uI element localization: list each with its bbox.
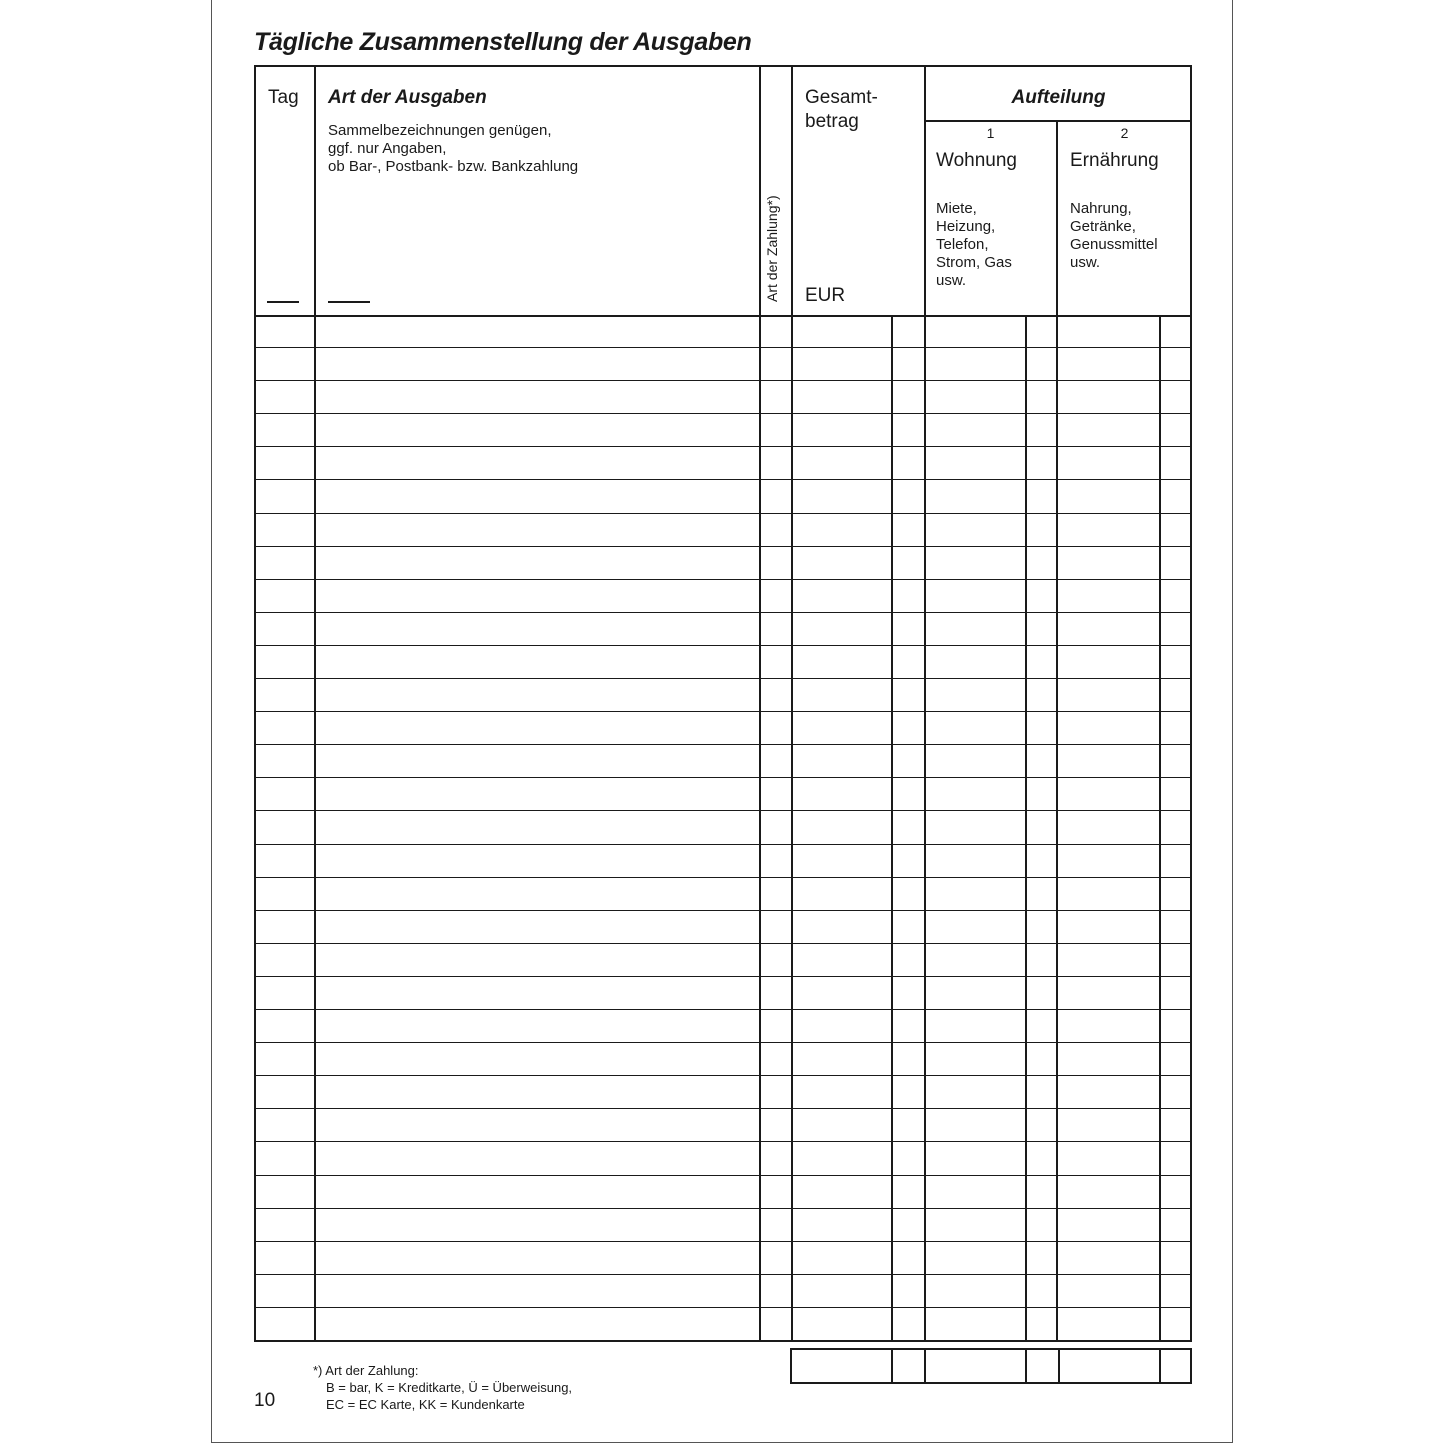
col-ernaehrung-hint-1: Nahrung,: [1070, 200, 1132, 217]
totals-box: [790, 1348, 1192, 1384]
col-ernaehrung-hint-3: Genussmittel: [1070, 236, 1158, 253]
table-row[interactable]: [254, 845, 1192, 878]
col-ernaehrung-hint-2: Getränke,: [1070, 218, 1136, 235]
table-row[interactable]: [254, 1275, 1192, 1308]
col-wohnung-hint-2: Heizung,: [936, 218, 996, 235]
totals-line-1: [891, 1348, 893, 1384]
table-row[interactable]: [254, 414, 1192, 447]
totals-line-5: [1159, 1348, 1161, 1384]
table-row[interactable]: [254, 348, 1192, 381]
table-row[interactable]: [254, 745, 1192, 778]
totals-line-2: [924, 1348, 926, 1384]
table-row[interactable]: [254, 315, 1192, 348]
col-wohnung-hint-4: Strom, Gas: [936, 254, 1012, 271]
table-row[interactable]: [254, 480, 1192, 513]
col-wohnung-number: 1: [986, 125, 995, 141]
footnote-line-1: *) Art der Zahlung:: [313, 1363, 419, 1378]
col-gesamt-unit: EUR: [805, 285, 846, 306]
col-wohnung-hint-1: Miete,: [936, 200, 977, 217]
aufteilung-divider: [925, 120, 1192, 122]
col-ernaehrung-label: Ernährung: [1070, 150, 1159, 171]
table-row[interactable]: [254, 1209, 1192, 1242]
col-art-label: Art der Ausgaben: [328, 87, 487, 108]
col-gesamt-label-1: Gesamt-: [805, 87, 878, 108]
totals-line-3: [1025, 1348, 1027, 1384]
col-art-hint-3: ob Bar-, Postbank- bzw. Bankzahlung: [328, 158, 579, 175]
table-row[interactable]: [254, 580, 1192, 613]
table-row[interactable]: [254, 1242, 1192, 1275]
col-zahlung-label: Art der Zahlung*): [764, 195, 780, 302]
table-row[interactable]: [254, 613, 1192, 646]
col-art-hint-2: ggf. nur Angaben,: [328, 140, 447, 157]
table-row[interactable]: [254, 1076, 1192, 1109]
table-row[interactable]: [254, 447, 1192, 480]
table-row[interactable]: [254, 1142, 1192, 1175]
table-row[interactable]: [254, 878, 1192, 911]
table-row[interactable]: [254, 778, 1192, 811]
table-row[interactable]: [254, 1043, 1192, 1076]
table-row[interactable]: [254, 1010, 1192, 1043]
table-row[interactable]: [254, 977, 1192, 1010]
table-row[interactable]: [254, 811, 1192, 844]
table-row[interactable]: [254, 712, 1192, 745]
col-tag-label: Tag: [268, 87, 299, 108]
footnote-line-2: B = bar, K = Kreditkarte, Ü = Überweisung,: [326, 1380, 573, 1395]
footnote-line-3: EC = EC Karte, KK = Kundenkarte: [326, 1397, 525, 1412]
table-row[interactable]: [254, 514, 1192, 547]
col-aufteilung-label: Aufteilung: [1011, 87, 1106, 108]
table-row[interactable]: [254, 1109, 1192, 1142]
col-wohnung-hint-3: Telefon,: [936, 236, 989, 253]
form-title: Tägliche Zusammenstellung der Ausgaben: [254, 28, 752, 56]
col-art-hint-1: Sammelbezeichnungen genügen,: [328, 122, 552, 139]
col-wohnung-hint-5: usw.: [936, 272, 967, 289]
tag-underline: [267, 301, 299, 303]
table-row[interactable]: [254, 911, 1192, 944]
table-row[interactable]: [254, 679, 1192, 712]
page-number: 10: [254, 1390, 276, 1411]
entry-rows: [254, 315, 1192, 1341]
col-ernaehrung-number: 2: [1120, 125, 1129, 141]
col-wohnung-label: Wohnung: [936, 150, 1017, 171]
table-row[interactable]: [254, 944, 1192, 977]
table-row[interactable]: [254, 1176, 1192, 1209]
col-gesamt-label-2: betrag: [805, 111, 859, 132]
art-underline: [328, 301, 370, 303]
table-row[interactable]: [254, 646, 1192, 679]
totals-line-4: [1058, 1348, 1060, 1384]
table-row[interactable]: [254, 381, 1192, 414]
col-ernaehrung-hint-4: usw.: [1070, 254, 1101, 271]
table-row[interactable]: [254, 547, 1192, 580]
